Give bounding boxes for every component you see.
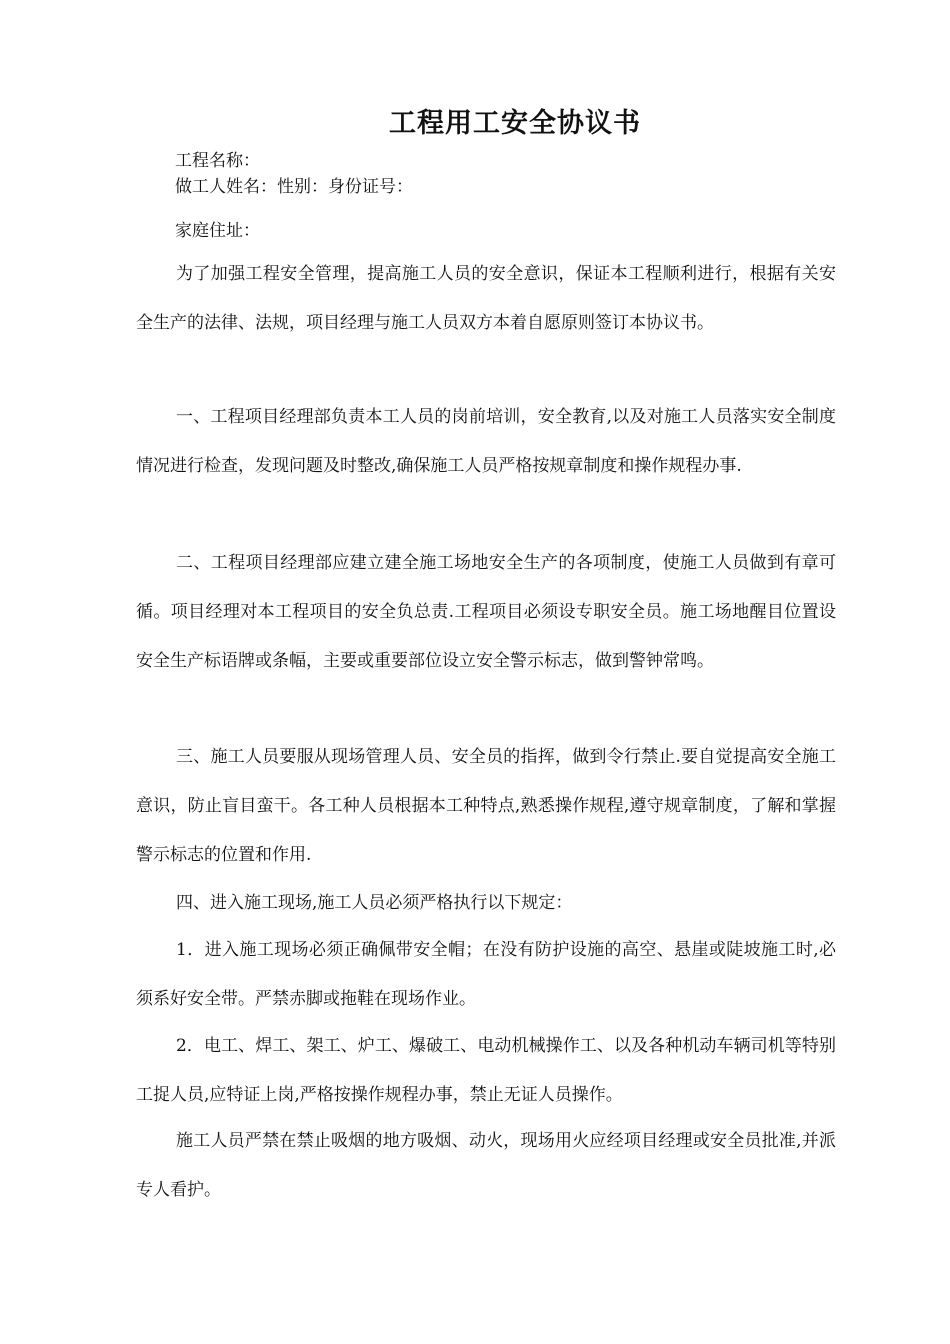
address-label: 家庭住址： [175,221,260,241]
document-title: 工程用工安全协议书 [389,108,641,139]
paragraph-clause-4: 四、进入施工现场,施工人员必须严格执行以下规定： [176,893,573,913]
worker-info-label: 做工人姓名：性别：身份证号： [175,177,413,197]
paragraph-intro: 为了加强工程安全管理，提高施工人员的安全意识，保证本工程顺利进行，根据有关安全生产的法律、法规，项目经理与施工人员双方本着自愿原则签订本协议书。 [136,264,836,333]
paragraph-rule-2: 2．电工、焊工、架工、炉工、爆破工、电动机械操作工、以及各种机动车辆司机等特别工捉人员,应特证上岗,严格按操作规程办事，禁止无证人员操作。 [136,1036,836,1105]
paragraph-clause-3: 三、施工人员要服从现场管理人员、安全员的指挥，做到令行禁止.要自觉提高安全施工意识，防止盲目蛮干。各工种人员根据本工种特点,熟悉操作规程,遵守规章制度，了解和掌握警示标志的位置和作用. [136,747,836,865]
project-name-label: 工程名称： [175,151,260,171]
paragraph-clause-1: 一、工程项目经理部负责本工人员的岗前培训，安全教育,以及对施工人员落实安全制度情况进行检查，发现问题及时整改,确保施工人员严格按规章制度和操作规程办事. [136,407,836,476]
paragraph-rule-1: 1．进入施工现场必须正确佩带安全帽；在没有防护设施的高空、悬崖或陡坡施工时,必须系好安全带。严禁赤脚或拖鞋在现场作业。 [136,940,836,1009]
paragraph-rule-fire: 施工人员严禁在禁止吸烟的地方吸烟、动火，现场用火应经项目经理或安全员批准,并派专人看护。 [136,1131,836,1200]
paragraph-clause-2: 二、工程项目经理部应建立建全施工场地安全生产的各项制度，使施工人员做到有章可循。项目经理对本工程项目的安全负总责.工程项目必须设专职安全员。施工场地醒目位置设安全生产标语牌或条幅，主要或重要部位设立安全警示标志，做到警钟常鸣。 [136,553,836,671]
